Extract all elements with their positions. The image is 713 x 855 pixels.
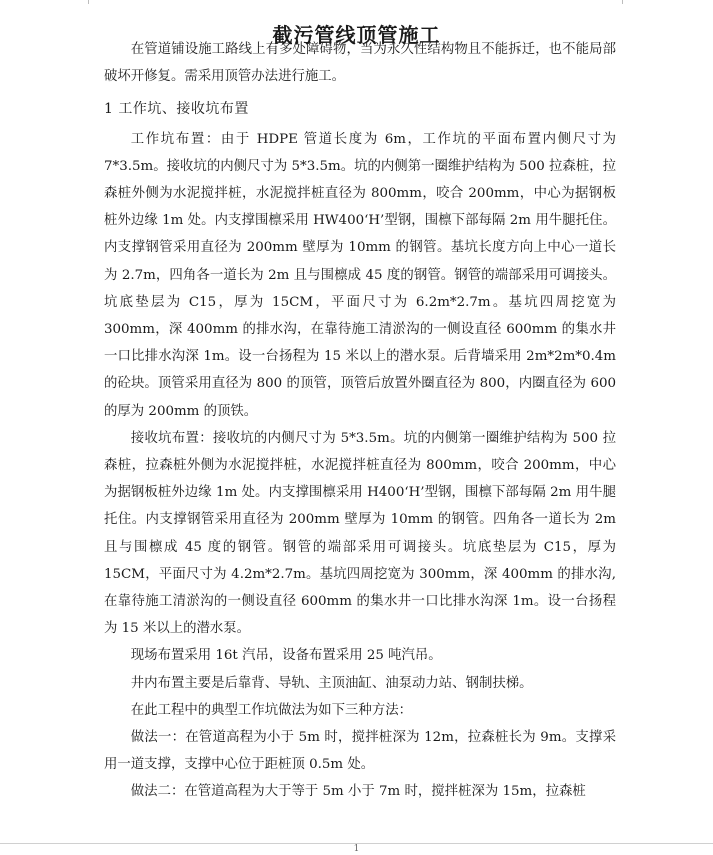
method-one-paragraph: 做法一：在管道高程为小于 5m 时，搅拌桩深为 12m，拉森桩长为 9m。支撑采用一道支撑，支撑中心位于距桩顶 0.5m 处。 [104,730,616,773]
receivepit-paragraph: 接收坑布置：接收坑的内侧尺寸为 5*3.5m。坑的内侧第一圈维护结构为 500 拉森桩，拉森桩外侧为水泥搅拌桩，水泥搅拌桩直径为 800mm，咬合 200mm，中心为据钢板桩外边缘 1m 处。内支撑围檩采用 H400‘H’型钢，围檩下部每隔 2m 用牛腿托住。内支撑钢管采用直径为 200mm 壁厚为 10mm 的钢管。四角各一道长为 2m 且与围檩成 45 度的钢管。钢管的端部采用可调接头。坑底垫层为 C15，厚为 15CM，平面尺寸为 4.2m*2.7m。基坑四周挖宽为 300mm，深 400mm 的排水沟,在靠待施工清淤沟的一侧设直径 600mm 的集水井一口比排水沟深 1m。设一台扬程为 15 米以上的潜水泵。 [104,430,616,637]
methods-intro-paragraph: 在此工程中的典型工作坑做法为如下三种方法： [130,702,412,718]
intro-paragraph: 在管道铺设施工路线上有多处障碍物，当为永久性结构物且不能拆迁，也不能局部破坏开修复。需采用顶管办法进行施工。 [104,42,616,85]
section-heading: 1 工作坑、接收坑布置 [104,101,249,118]
header-corner-mark-left [88,0,103,4]
document-title: 截污管线顶管施工 [272,23,441,48]
page-number: 1 [353,844,360,854]
site-layout-paragraph: 现场布置采用 16t 汽吊，设备布置采用 25 吨汽吊。 [130,648,442,664]
document-body [104,36,616,806]
header-corner-mark-right [608,0,623,4]
well-layout-paragraph: 井内布置主要是后靠背、导轨、主顶油缸、油泵动力站、钢制扶梯。 [130,675,533,691]
workpit-paragraph: 工作坑布置：由于 HDPE 管道长度为 6m，工作坑的平面布置内侧尺寸为 7*3.5m。接收坑的内侧尺寸为 5*3.5m。坑的内侧第一圈维护结构为 500 拉森桩，拉森桩外侧为水泥搅拌桩，水泥搅拌桩直径为 800mm，咬合 200mm，中心为据钢板桩外边缘 1m 处。内支撑围檩采用 HW400‘H’型钢，围檩下部每隔 2m 用牛腿托住。内支撑钢管采用直径为 200mm 壁厚为 10mm 的钢管。基坑长度方向上中心一道长为 2.7m，四角各一道长为 2m 且与围檩成 45 度的钢管。钢管的端部采用可调接头。坑底垫层为 C15，厚为 15CM，平面尺寸为 6.2m*2.7m。基坑四周挖宽为 300mm，深 400mm 的排水沟，在靠待施工清淤沟的一侧设直径 600mm 的集水井一口比排水沟深 1m。设一台扬程为 15 米以上的潜水泵。后背墙采用 2m*2m*0.4m 的砼块。顶管采用直径为 800 的顶管，顶管后放置外圈直径为 800，内圈直径为 600 的厚为 200mm 的顶铁。 [104,131,616,419]
method-two-paragraph: 做法二：在管道高程为大于等于 5m 小于 7m 时，搅拌桩深为 15m，拉森桩 [130,784,586,800]
